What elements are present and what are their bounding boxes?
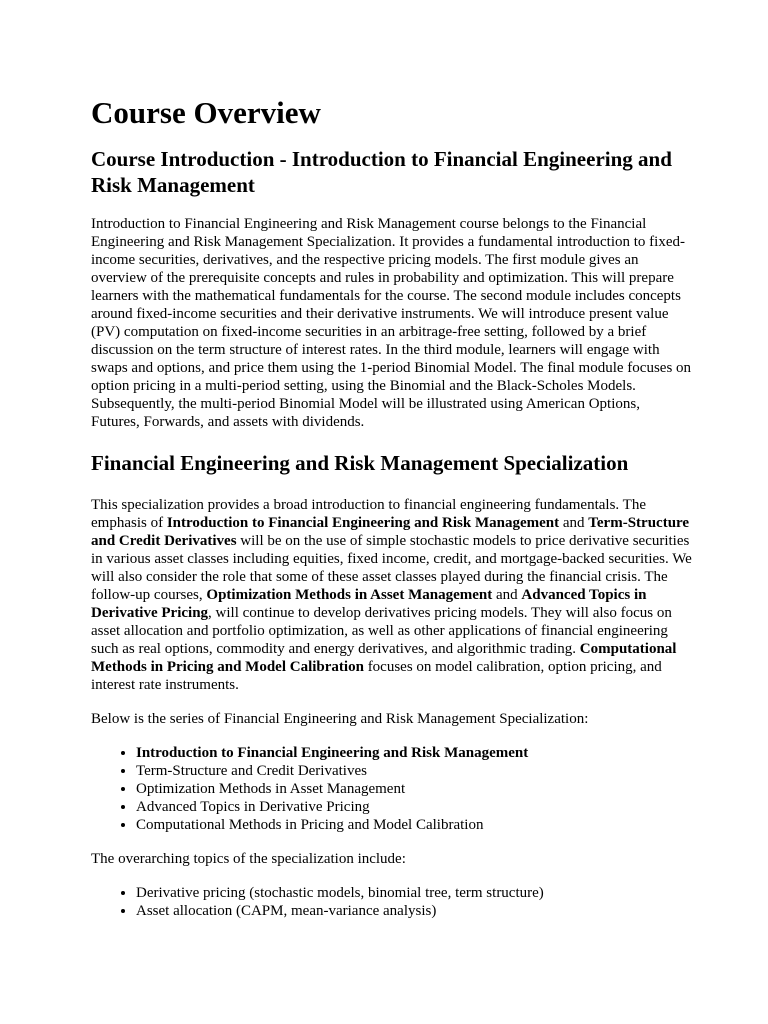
list-item: • Derivative pricing (stochastic models, binomial tree, term structure) — [136, 884, 692, 902]
course-intro-heading: Course Introduction - Introduction to Financial Engineering and Risk Management — [91, 147, 672, 197]
specialization-heading: Financial Engineering and Risk Management Specialization — [91, 451, 629, 475]
text-segment: This specialization provides a broad introduction to financial engineering fundamentals. The emphasis of — [91, 497, 646, 531]
page-title: Course Overview — [91, 95, 321, 130]
topics-intro: The overarching topics of the specialization include: — [91, 851, 406, 867]
bold-course-name: Computational Methods in Pricing and Model Calibration — [91, 641, 677, 675]
list-item: • Asset allocation (CAPM, mean-variance analysis) — [136, 902, 692, 920]
list-item: • Optimization Methods in Asset Management — [136, 780, 692, 798]
list-item: • Term-Structure and Credit Derivatives — [136, 762, 692, 780]
text-segment: , will continue to develop derivatives pricing models. They will also focus on asset allocation and portfolio optimization, as well as other applications of financial engineering such as real options, commodity and energy derivatives, and algorithmic trading. — [91, 605, 672, 657]
series-intro: Below is the series of Financial Engineering and Risk Management Specialization: — [91, 711, 589, 727]
text-segment: and — [492, 587, 522, 603]
series-list — [91, 744, 692, 834]
topics-list — [91, 884, 692, 920]
bold-course-name: Term-Structure and Credit Derivatives — [91, 515, 690, 549]
text-segment: and — [559, 515, 589, 531]
list-item — [136, 744, 692, 762]
list-item: • Advanced Topics in Derivative Pricing — [136, 798, 692, 816]
list-item-label: Introduction to Financial Engineering and Risk Management — [136, 745, 529, 761]
bold-course-name: Advanced Topics in Derivative Pricing — [91, 587, 647, 621]
bold-course-name: Optimization Methods in Asset Management — [206, 587, 493, 603]
specialization-paragraph — [91, 496, 692, 694]
text-segment: will be on the use of simple stochastic models to price derivative securities in various asset classes including equities, fixed income, credit, and mortgage-backed securities. We will also consider the role that some of these asset classes played during the financial crisis. The follow-up courses, — [91, 533, 692, 603]
bold-course-name: Introduction to Financial Engineering and Risk Management — [166, 515, 560, 531]
course-intro-paragraph: Introduction to Financial Engineering and Risk Management course belongs to the Financial Engineering and Risk Management Specialization. It provides a fundamental introduction to fixed-income securities, derivatives, and the respective pricing models. The first module gives an overview of the prerequisite concepts and rules in probability and optimization. This will prepare learners with the mathematical fundamentals for the course. The second module includes concepts around fixed-income securities and their derivative instruments. We will introduce present value (PV) computation on fixed-income securities in an arbitrage-free setting, followed by a brief discussion on the term structure of interest rates. In the third module, learners will engage with swaps and options, and price them using the 1-period Binomial Model. The final module focuses on option pricing in a multi-period setting, using the Binomial and the Black-Scholes Models. Subsequently, the multi-period Binomial Model will be illustrated using American Options, Futures, Forwards, and assets with dividends. — [91, 216, 692, 430]
list-item: • Computational Methods in Pricing and Model Calibration — [136, 816, 692, 834]
text-segment: focuses on model calibration, option pricing, and interest rate instruments. — [91, 659, 662, 693]
